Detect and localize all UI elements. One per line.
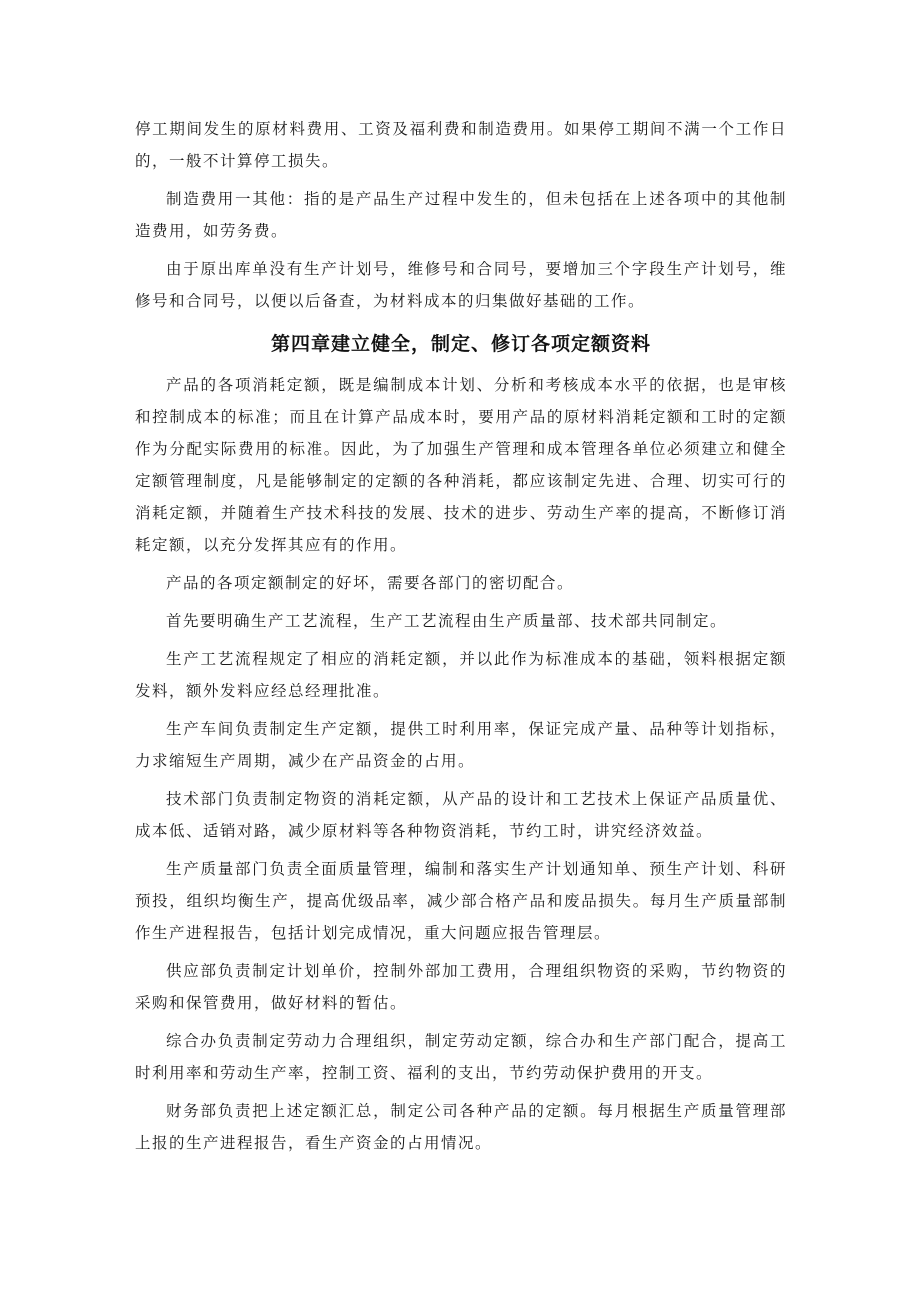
paragraph-finance-dept: 财务部负责把上述定额汇总，制定公司各种产品的定额。每月根据生产质量管理部上报的生产进程报告，看生产资金的占用情况。 [135, 1102, 787, 1152]
chapter-title: 第四章建立健全，制定、修订各项定额资料 [270, 333, 651, 355]
paragraph-continued: 停工期间发生的原材料费用、工资及福利费和制造费用。如果停工期间不满一个工作日的，一般不计算停工损失。 [135, 120, 787, 170]
document-body [135, 113, 787, 1165]
paragraph-process-quota: 生产工艺流程规定了相应的消耗定额，并以此作为标准成本的基础，领料根据定额发料，额外发料应经总经理批准。 [135, 650, 787, 700]
paragraph-workshop: 生产车间负责制定生产定额，提供工时利用率，保证完成产量、品种等计划指标，力求缩短生产周期，减少在产品资金的占用。 [135, 720, 787, 770]
paragraph-general-office: 综合办负责制定劳动力合理组织，制定劳动定额，综合办和生产部门配合，提高工时利用率和劳动生产率，控制工资、福利的支出，节约劳动保护费用的开支。 [135, 1032, 787, 1082]
paragraph-technical-dept: 技术部门负责制定物资的消耗定额，从产品的设计和工艺技术上保证产品质量优、成本低、适销对路，减少原材料等各种物资消耗，节约工时，讲究经济效益。 [135, 790, 787, 840]
paragraph-quality-dept: 生产质量部门负责全面质量管理，编制和落实生产计划通知单、预生产计划、科研预投，组织均衡生产，提高优级品率，减少部合格产品和废品损失。每月生产质量部制作生产进程报告，包括计划完成情况，重大问题应报告管理层。 [135, 860, 787, 942]
paragraph-department-cooperation: 产品的各项定额制定的好坏，需要各部门的密切配合。 [166, 574, 575, 592]
paragraph-outbound-order: 由于原出库单没有生产计划号，维修号和合同号，要增加三个字段生产计划号，维修号和合同号，以便以后备查，为材料成本的归集做好基础的工作。 [135, 260, 787, 310]
paragraph-consumption-quota: 产品的各项消耗定额，既是编制成本计划、分析和考核成本水平的依据，也是审核和控制成本的标准；而且在计算产品成本时，要用产品的原材料消耗定额和工时的定额作为分配实际费用的标准。因此，为了加强生产管理和成本管理各单位必须建立和健全定额管理制度，凡是能够制定的定额的各种消耗，都应该制定先进、合理、切实可行的消耗定额，并随着生产技术科技的发展、技术的进步、劳动生产率的提高，不断修订消耗定额，以充分发挥其应有的作用。 [135, 376, 787, 554]
paragraph-manufacturing-other: 制造费用一其他：指的是产品生产过程中发生的，但未包括在上述各项中的其他制造费用，如劳务费。 [135, 190, 787, 240]
paragraph-process-flow: 首先要明确生产工艺流程，生产工艺流程由生产质量部、技术部共同制定。 [166, 612, 728, 630]
paragraph-supply-dept: 供应部负责制定计划单价，控制外部加工费用，合理组织物资的采购，节约物资的采购和保管费用，做好材料的暂估。 [135, 962, 787, 1012]
